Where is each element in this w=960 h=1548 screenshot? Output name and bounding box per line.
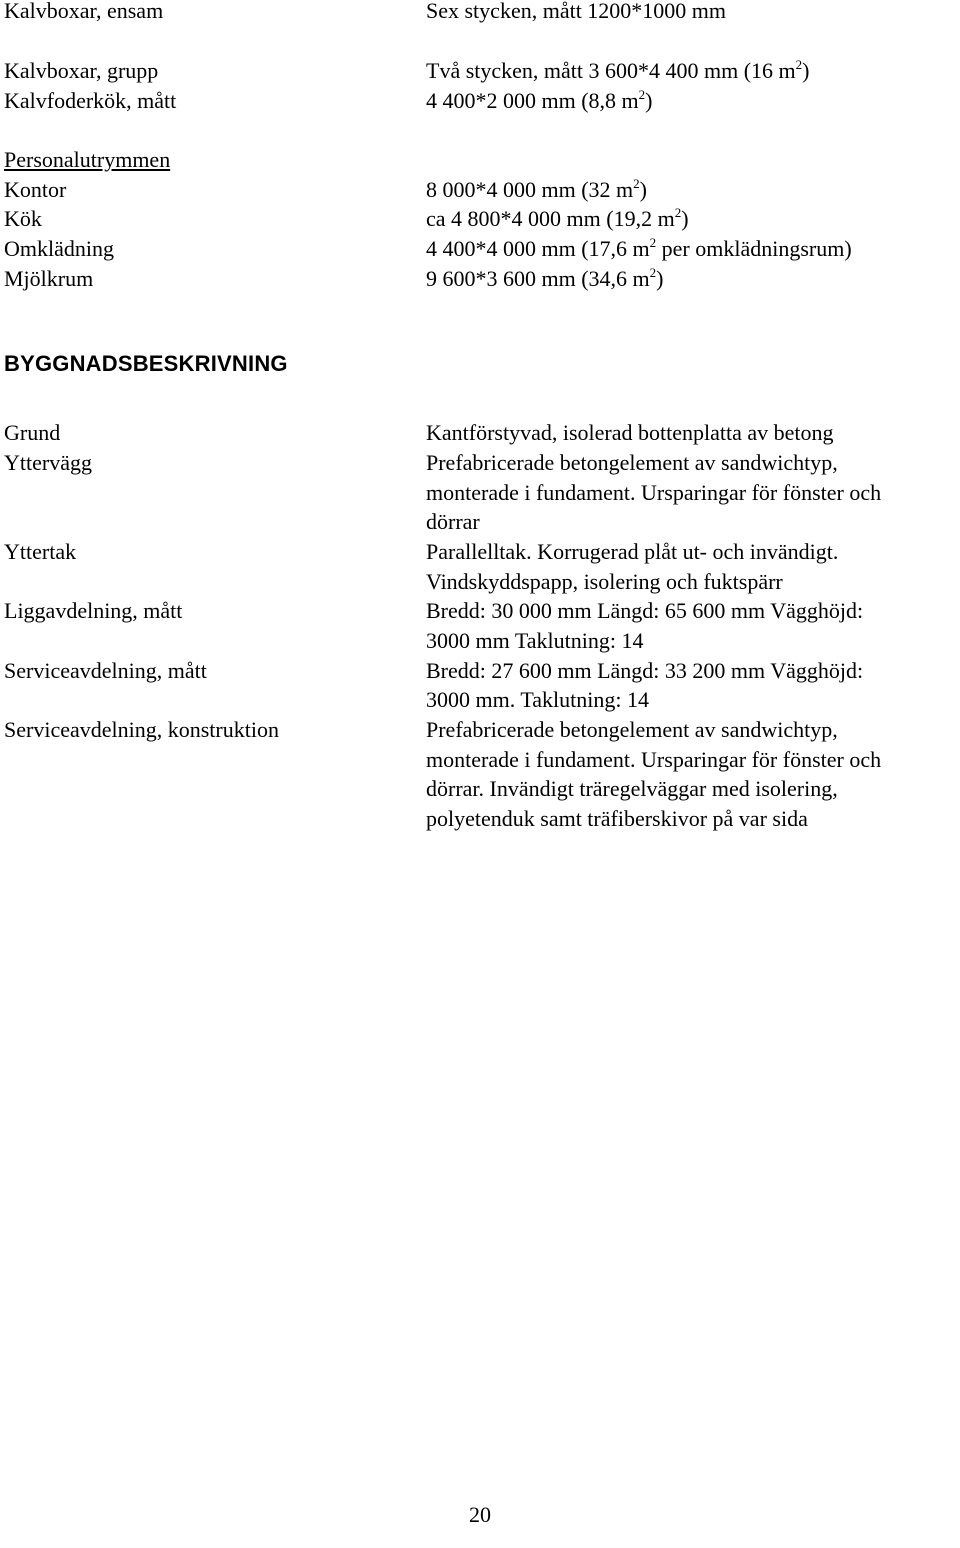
desc-line: Bredd: 30 000 mm Längd: 65 600 mm Vägghöjd: — [426, 598, 864, 623]
value-mjolkrum: 9 600*3 600 mm (34,6 $m^2$) — [426, 264, 664, 291]
label-serviceavdelning-matt: Serviceavdelning, mått — [4, 658, 207, 683]
desc-line: 3000 mm Taklutning: 14 — [426, 628, 644, 653]
desc-line: Prefabricerade betongelement av sandwichtyp, — [426, 717, 838, 742]
desc-line: Parallelltak. Korrugerad plåt ut- och invändigt. — [426, 539, 839, 564]
desc-line: dörrar. Invändigt träregelväggar med isolering, — [426, 776, 838, 801]
page-number: 20 — [469, 1502, 491, 1527]
value-kalvboxar-ensam: Sex stycken, mått 1200*1000 mm — [426, 0, 727, 23]
label-mjolkrum: Mjölkrum — [4, 266, 94, 291]
desc-line: 3000 mm. Taklutning: 14 — [426, 687, 649, 712]
desc-line: monterade i fundament. Ursparingar för fönster och — [426, 480, 882, 505]
section-title: BYGGNADSBESKRIVNING — [4, 351, 288, 376]
label-yttertak: Yttertak — [4, 539, 77, 564]
value-kalvboxar-grupp: Två stycken, mått 3 600*4 400 mm (16 $m^2$) — [426, 56, 810, 83]
desc-line: polyetenduk samt träfiberskivor på var sida — [426, 806, 808, 831]
value-kalvfoderkok: 4 400*2 000 mm (8,8 $m^2$) — [426, 86, 653, 113]
value-omkladning: 4 400*4 000 mm (17,6 $m^2$ per omklädningsrum) — [426, 234, 852, 261]
label-kalvfoderkok: Kalvfoderkök, mått — [4, 88, 177, 113]
desc-line: dörrar — [426, 509, 480, 534]
label-serviceavdelning-konstruktion: Serviceavdelning, konstruktion — [4, 717, 279, 742]
label-omkladning: Omklädning — [4, 236, 114, 261]
label-yttervagg: Yttervägg — [4, 450, 92, 475]
personal-heading: Personalutrymmen — [4, 147, 171, 172]
label-kontor: Kontor — [4, 177, 67, 202]
label-kok: Kök — [4, 206, 42, 231]
label-kalvboxar-ensam: Kalvboxar, ensam — [4, 0, 164, 23]
value-kok: ca 4 800*4 000 mm (19,2 $m^2$) — [426, 204, 689, 231]
desc-line: Prefabricerade betongelement av sandwichtyp, — [426, 450, 838, 475]
desc-line: Vindskyddspapp, isolering och fuktspärr — [426, 569, 783, 594]
desc-line: monterade i fundament. Ursparingar för fönster och — [426, 747, 882, 772]
label-grund: Grund — [4, 420, 61, 445]
desc-line: Bredd: 27 600 mm Längd: 33 200 mm Vägghöjd: — [426, 658, 864, 683]
value-kontor: 8 000*4 000 mm (32 $m^2$) — [426, 175, 647, 202]
label-liggavdelning: Liggavdelning, mått — [4, 598, 183, 623]
desc-line: Kantförstyvad, isolerad bottenplatta av betong — [426, 420, 834, 445]
label-kalvboxar-grupp: Kalvboxar, grupp — [4, 58, 159, 83]
